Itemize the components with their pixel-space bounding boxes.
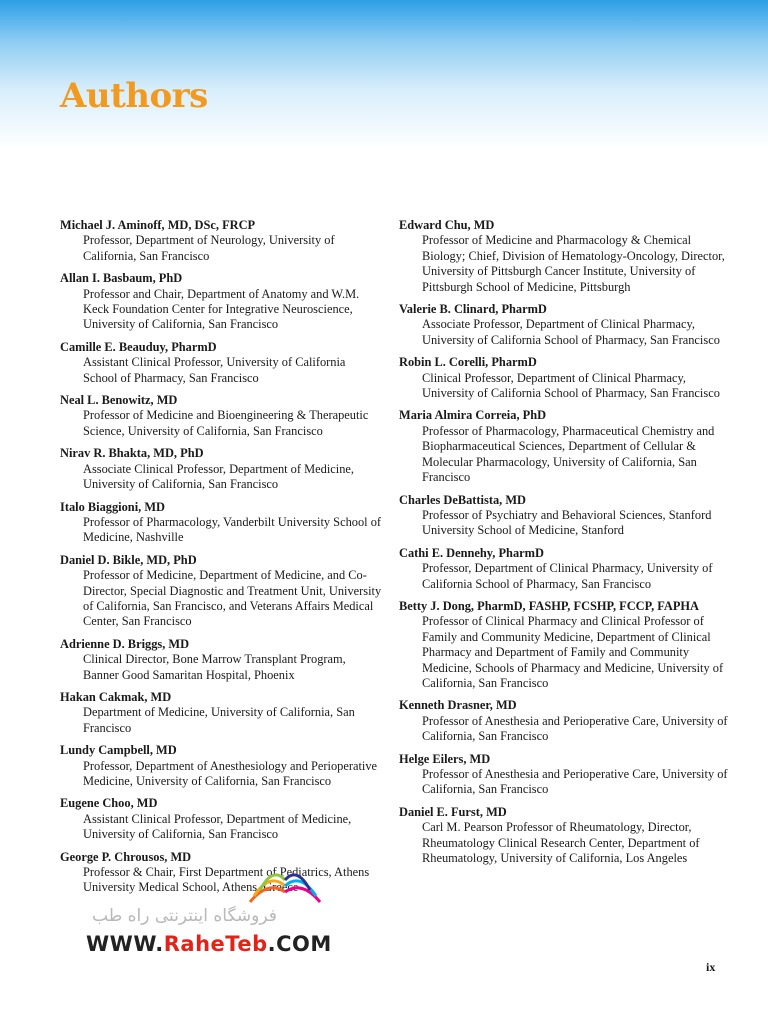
author-affiliation: Professor, Department of Neurology, University of California, San Francisco	[83, 233, 335, 263]
author-name: Cathi E. Dennehy, PharmD	[399, 545, 544, 560]
author-affiliation: Assistant Clinical Professor, University of California School of Pharmacy, San Francisco	[83, 355, 346, 385]
author-entry	[399, 408, 729, 485]
author-affiliation: Professor of Clinical Pharmacy and Clinical Professor of Family and Community Medicine, Department of Clinical Pharmacy and Department of Family and Community Medicine, Schools of Pharmacy and Medicine, University of California, San Francisco	[422, 614, 724, 690]
watermark-url-brand: RaheTeb	[163, 932, 268, 956]
author-affiliation: Professor of Psychiatry and Behavioral Sciences, Stanford University School of Medicine, Stanford	[422, 507, 712, 538]
author-affiliation: Professor & Chair, First Department of Pediatrics, Athens University Medical School, Athens, Greece	[83, 865, 370, 895]
author-name: Michael J. Aminoff, MD, DSc, FRCP	[60, 218, 256, 232]
author-entry	[60, 743, 382, 789]
author-entry	[60, 340, 382, 386]
author-affiliation: Professor of Anesthesia and Perioperative Care, University of California, San Francisco	[422, 767, 728, 797]
author-entry	[399, 546, 729, 592]
author-name: Betty J. Dong, PharmD, FASHP, FCSHP, FCCP, FAPHA	[399, 598, 700, 613]
author-affiliation: Professor of Pharmacology, Pharmaceutical Chemistry and Biopharmaceutical Sciences, Department of Cellular & Molecular Pharmacology, University of California, San Francisco	[422, 423, 715, 485]
author-entry	[399, 805, 729, 867]
author-name: Nirav R. Bhakta, MD, PhD	[60, 446, 204, 461]
author-name: Allan I. Basbaum, PhD	[60, 271, 183, 286]
watermark-url-suffix: .COM	[267, 932, 332, 956]
watermark-persian-text: فروشگاه اینترنتی راه طب	[92, 906, 277, 926]
page-title: Authors	[60, 76, 208, 116]
authors-right-column	[399, 218, 729, 873]
author-entry	[60, 690, 382, 736]
author-affiliation: Assistant Clinical Professor, Department of Medicine, University of California, San Francisco	[83, 811, 352, 842]
author-entry	[60, 796, 382, 842]
author-affiliation: Professor of Medicine and Pharmacology & Chemical Biology; Chief, Division of Hematology-Oncology, Director, University of Pittsburgh Cancer Institute, University of Pittsburgh School of Medicine, Pittsburgh	[422, 233, 725, 294]
author-entry	[60, 218, 382, 264]
author-entry	[399, 599, 729, 691]
author-entry	[399, 698, 729, 744]
author-name: Camille E. Beauduy, PharmD	[60, 339, 217, 354]
author-affiliation: Clinical Professor, Department of Clinical Pharmacy, University of California School of Pharmacy, San Francisco	[422, 370, 720, 401]
author-name: Italo Biaggioni, MD	[60, 499, 165, 514]
author-affiliation: Professor of Medicine and Bioengineering & Therapeutic Science, University of California, San Francisco	[83, 408, 369, 438]
author-affiliation: Professor, Department of Clinical Pharmacy, University of California School of Pharmacy, San Francisco	[422, 561, 713, 591]
author-affiliation: Professor of Anesthesia and Perioperative Care, University of California, San Francisco	[422, 713, 728, 744]
author-entry	[399, 355, 729, 401]
author-name: Daniel D. Bikle, MD, PhD	[60, 552, 197, 567]
author-affiliation: Professor of Medicine, Department of Medicine, and Co-Director, Special Diagnostic and Treatment Unit, University of California, San Francisco, and Veterans Affairs Medical Center, San Francisco	[83, 568, 382, 629]
author-name: George P. Chrousos, MD	[60, 849, 192, 864]
author-name: Helge Eilers, MD	[399, 751, 491, 766]
author-name: Eugene Choo, MD	[60, 796, 158, 811]
author-name: Valerie B. Clinard, PharmD	[399, 302, 547, 317]
authors-left-column	[60, 218, 382, 903]
author-entry	[60, 553, 382, 630]
author-affiliation: Associate Professor, Department of Clinical Pharmacy, University of California School of Pharmacy, San Francisco	[422, 317, 720, 347]
author-name: Adrienne D. Briggs, MD	[60, 636, 190, 651]
watermark-url-prefix: WWW.	[86, 932, 164, 956]
author-entry	[60, 637, 382, 683]
author-name: Lundy Campbell, MD	[60, 743, 177, 758]
author-name: Robin L. Corelli, PharmD	[399, 355, 537, 370]
page-number: ix	[706, 960, 716, 974]
author-affiliation: Associate Clinical Professor, Department of Medicine, University of California, San Francisco	[83, 461, 354, 492]
header-gradient-band	[0, 0, 768, 150]
watermark	[80, 862, 340, 962]
author-affiliation: Professor and Chair, Department of Anatomy and W.M. Keck Foundation Center for Integrative Neuroscience, University of California, San Francisco	[83, 286, 360, 332]
author-name: Maria Almira Correia, PhD	[399, 408, 547, 423]
author-name: Kenneth Drasner, MD	[399, 698, 517, 713]
author-name: Daniel E. Furst, MD	[399, 804, 507, 819]
author-affiliation: Department of Medicine, University of California, San Francisco	[83, 705, 355, 735]
author-entry	[399, 218, 729, 295]
watermark-url[interactable]	[86, 932, 332, 956]
author-affiliation: Professor of Pharmacology, Vanderbilt University School of Medicine, Nashville	[83, 514, 382, 545]
author-entry	[399, 302, 729, 348]
author-name: Edward Chu, MD	[399, 218, 495, 232]
author-name: Charles DeBattista, MD	[399, 492, 526, 507]
author-entry	[60, 500, 382, 546]
author-entry	[60, 271, 382, 333]
author-affiliation: Carl M. Pearson Professor of Rheumatology, Director, Rheumatology Clinical Research Center, Department of Rheumatology, University of California, Los Angeles	[422, 820, 700, 866]
author-name: Neal L. Benowitz, MD	[60, 393, 178, 408]
author-affiliation: Clinical Director, Bone Marrow Transplant Program, Banner Good Samaritan Hospital, Phoenix	[83, 652, 346, 682]
author-entry	[399, 493, 729, 539]
author-affiliation: Professor, Department of Anesthesiology and Perioperative Medicine, University of California, San Francisco	[83, 758, 378, 788]
open-book-logo-icon	[240, 862, 330, 910]
author-entry	[399, 752, 729, 798]
author-entry	[60, 446, 382, 492]
author-name: Hakan Cakmak, MD	[60, 689, 172, 704]
author-entry	[60, 393, 382, 439]
